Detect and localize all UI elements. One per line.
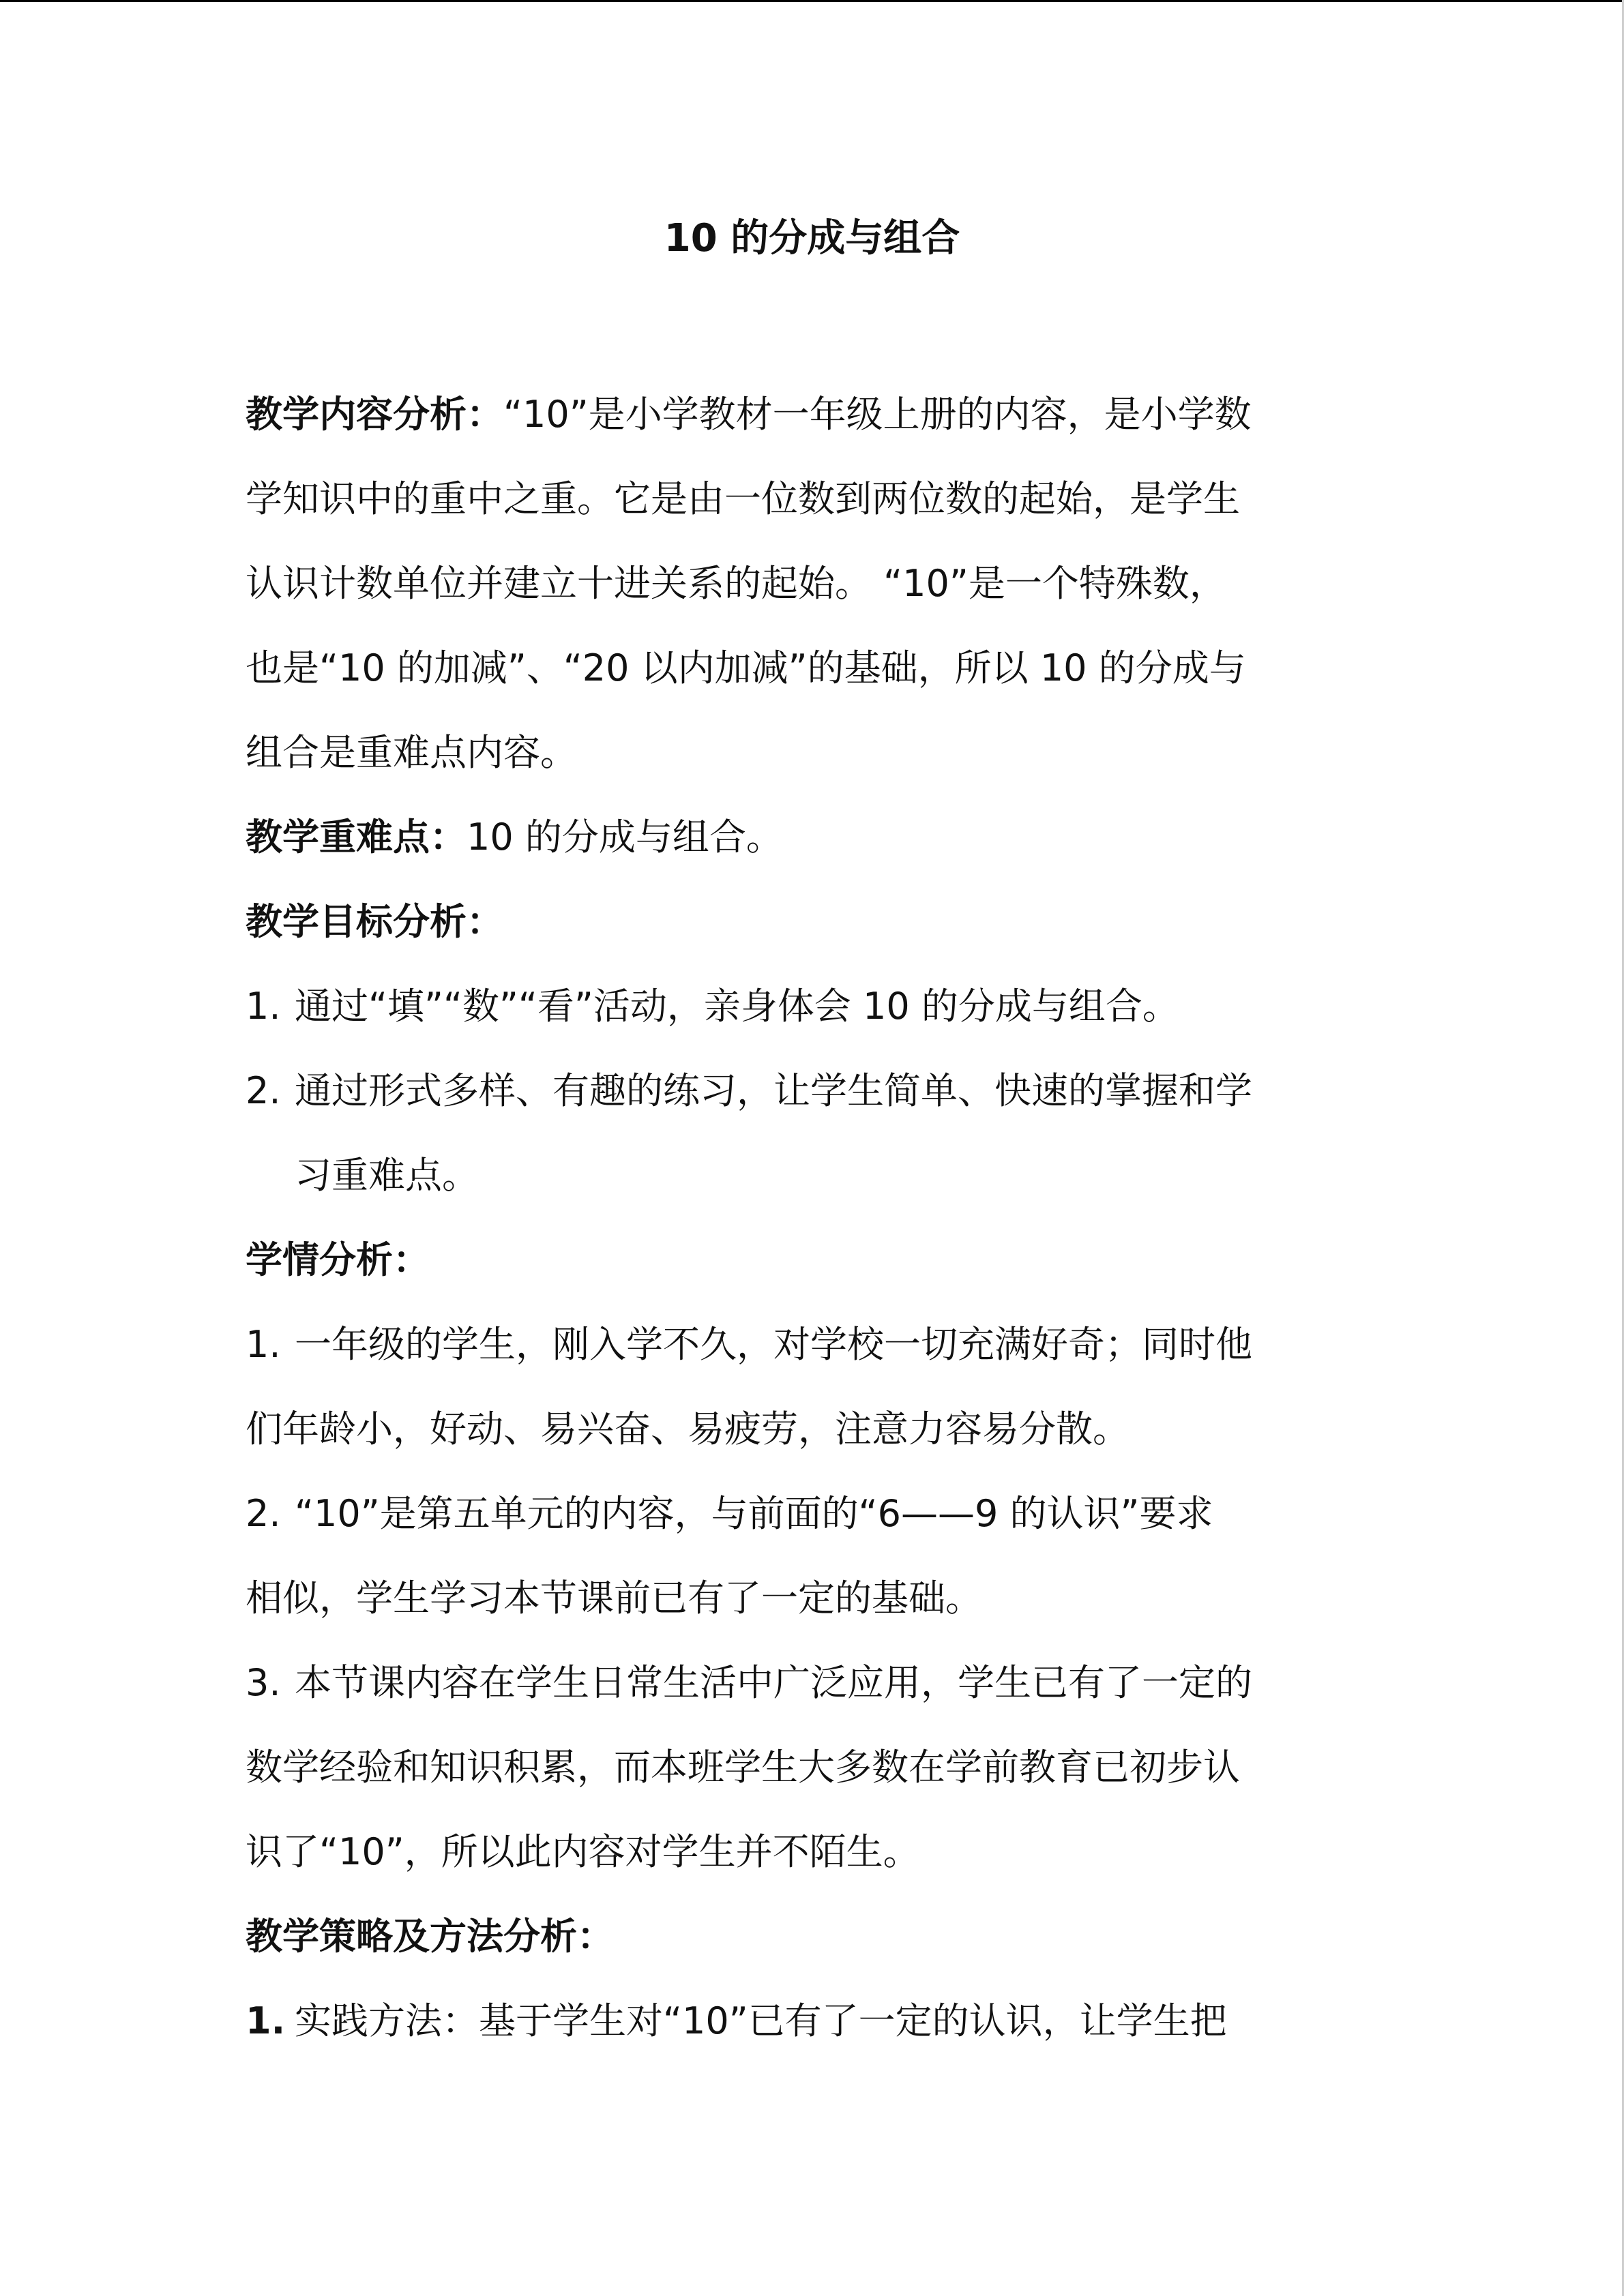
objectives-item-1-text: 通过“填”“数”“看”活动，亲身体会 10 的分成与组合。 <box>295 985 1179 1028</box>
learner-item-2 <box>246 1472 1385 1641</box>
learner-item-2-continuation: 相似，学生学习本节课前已有了一定的基础。 <box>246 1577 982 1620</box>
learner-item-2-number: 2. <box>246 1492 281 1535</box>
document-body <box>246 372 1385 2063</box>
learner-item-1 <box>246 1302 1385 1472</box>
key-points-text: 10 的分成与组合。 <box>467 816 783 859</box>
strategy-heading: 教学策略及方法分析： <box>246 1915 614 1958</box>
strategy-item-1-number: 1. <box>246 1999 286 2042</box>
learner-item-3-text: 本节课内容在学生日常生活中广泛应用，学生已有了一定的 <box>295 1661 1252 1704</box>
content-analysis-label: 教学内容分析： <box>246 393 503 436</box>
strategy-item-1-text: 实践方法：基于学生对“10”已有了一定的认识，让学生把 <box>295 1999 1227 2042</box>
learner-item-1-continuation: 们年龄小，好动、易兴奋、易疲劳，注意力容易分散。 <box>246 1407 1130 1450</box>
learner-item-1-text: 一年级的学生，刚入学不久，对学校一切充满好奇；同时他 <box>295 1323 1252 1366</box>
content-analysis-line-2: 学知识中的重中之重。它是由一位数到两位数的起始，是学生 <box>246 477 1240 520</box>
key-points-section <box>246 795 1385 880</box>
content-analysis-text: “10”是小学教材一年级上册的内容，是小学数 <box>503 393 1252 436</box>
objectives-item-2-continuation: 习重难点。 <box>295 1154 479 1197</box>
key-points-label: 教学重难点： <box>246 816 467 859</box>
learner-item-2-text: “10”是第五单元的内容，与前面的“6——9 的认识”要求 <box>295 1492 1213 1535</box>
learner-analysis-heading: 学情分析： <box>246 1238 430 1281</box>
top-border <box>0 0 1624 2</box>
content-analysis-section <box>246 372 1385 795</box>
content-analysis-line-3: 认识计数单位并建立十进关系的起始。 “10”是一个特殊数， <box>246 562 1226 605</box>
content-analysis-line-5: 组合是重难点内容。 <box>246 731 577 774</box>
objectives-item-2 <box>246 1049 1385 1218</box>
objectives-item-2-number: 2. <box>246 1069 281 1112</box>
learner-item-3-continuation-2: 识了“10”，所以此内容对学生并不陌生。 <box>246 1830 920 1873</box>
learner-item-3-number: 3. <box>246 1661 281 1704</box>
strategy-item-1 <box>246 1979 1385 2063</box>
learner-item-3-continuation-1: 数学经验和知识积累，而本班学生大多数在学前教育已初步认 <box>246 1746 1240 1789</box>
objectives-item-2-text: 通过形式多样、有趣的练习，让学生简单、快速的掌握和学 <box>295 1069 1252 1112</box>
content-analysis-line-4: 也是“10 的加减”、“20 以内加减”的基础，所以 10 的分成与 <box>246 646 1246 689</box>
document-title: 10 的分成与组合 <box>664 216 960 260</box>
learner-item-3 <box>246 1641 1385 1894</box>
objectives-heading: 教学目标分析： <box>246 900 503 943</box>
learner-item-1-number: 1. <box>246 1323 281 1366</box>
objectives-item-1-number: 1. <box>246 985 281 1028</box>
content-analysis-line-1 <box>246 372 1385 457</box>
objectives-item-1 <box>246 964 1385 1049</box>
